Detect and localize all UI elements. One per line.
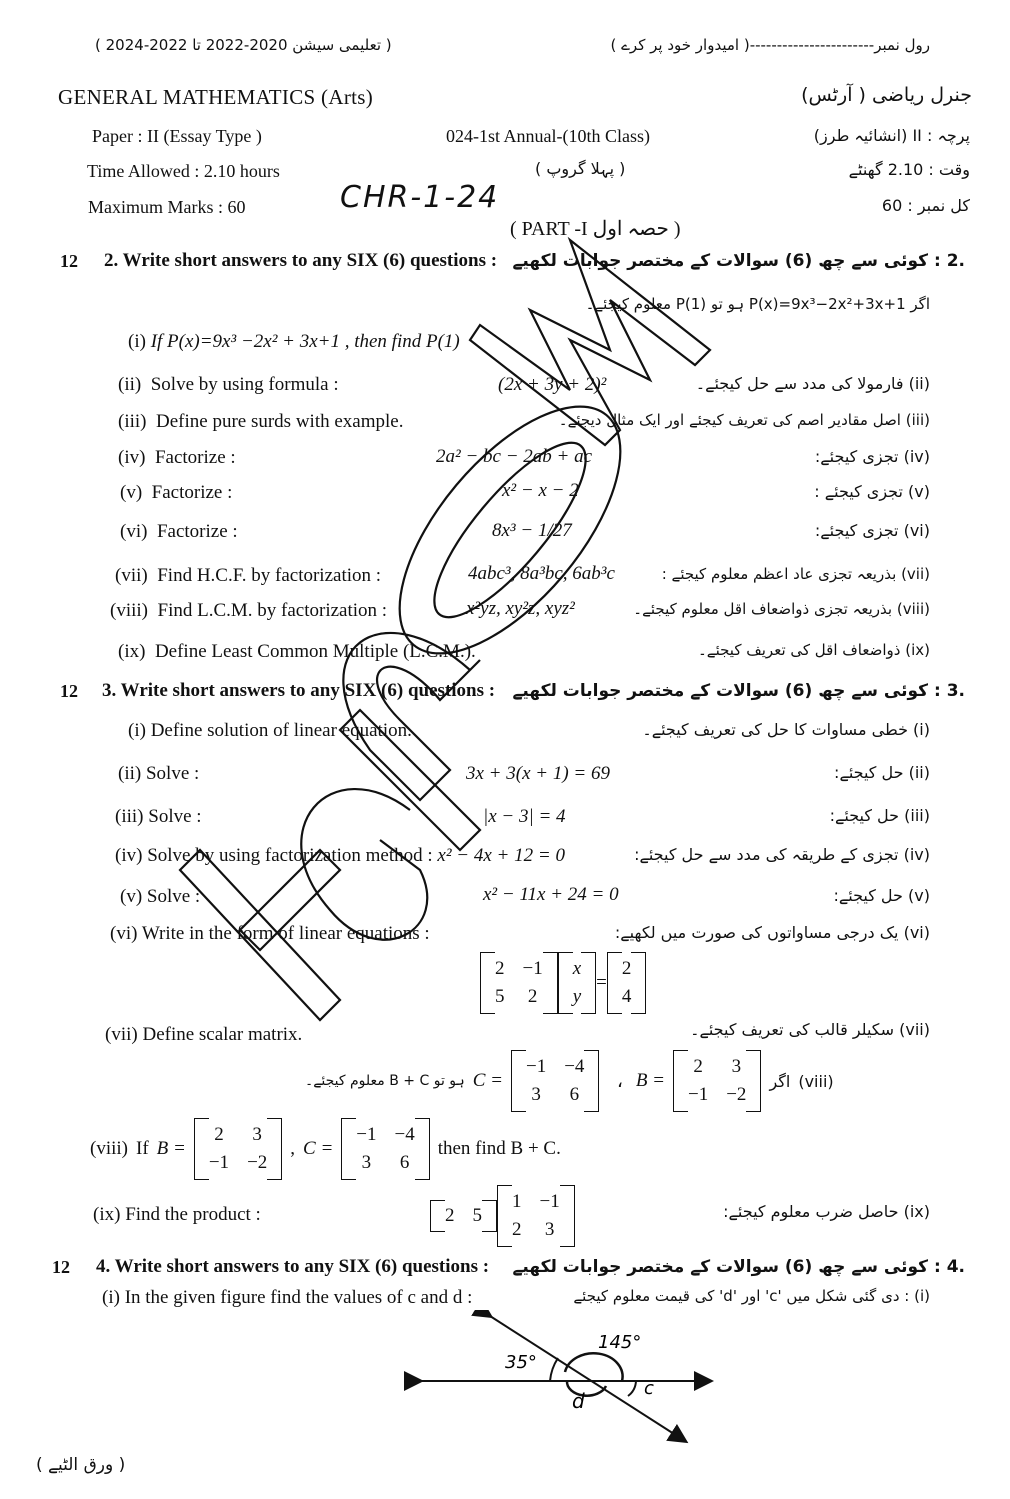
max-marks-ur: کل نمبر : 60 [881,196,970,215]
paper-type-ur: پرچہ : II (انشائیہ طرز) [813,126,970,145]
q2-ii-en: (ii) Solve by using formula : [118,374,339,395]
q2-vi-en: (vi) Factorize : [120,521,238,542]
handwritten-code: CHR-1-24 [340,180,500,215]
q2-i-en: (i) If P(x)=9x³ −2x² + 3x+1 , then find P(1) [128,331,460,352]
matrix-xy: x y [558,952,596,1014]
q4-i-ur: (i) : دی گئی شکل میں 'c' اور 'd' کی قیمت معلوم کیجئے [573,1287,930,1305]
svg-text:35°: 35° [505,1352,537,1373]
q2-iv-expr: 2a² − bc − 2ab + ac [436,446,593,467]
matrix-a: 2 −1 5 2 [480,952,558,1014]
q2-viii-en: (viii) Find L.C.M. by factorization : [110,600,388,621]
q2-heading-ur: .2 : کوئی سے چھ (6) سوالات کے مختصر جوابات لکھیے [512,251,965,271]
q2-vi-ur: (vi) تجزی کیجئے: [814,521,930,540]
q4-i-en: (i) In the given figure find the values of c and d : [102,1287,473,1308]
q2-ix-en: (ix) Define Least Common Multiple (L.C.M.). [118,641,476,662]
q3-ix-product: 2 5 1 −1 2 3 [430,1185,575,1247]
group-label: ( پہلا گروپ ) [535,159,626,178]
session-line: ( تعلیمی سیشن 2020-2022 تا 2022-2024 ) [95,36,392,54]
q2-iv-ur: (iv) تجزی کیجئے: [814,447,930,466]
q3-ii-en: (ii) Solve : [118,763,200,784]
q2-viii-ur: (viii) بذریعہ تجزی ذواضعاف اقل معلوم کیجئے۔ [633,600,930,618]
turn-over-note: ( ورق الٹیے ) [36,1455,126,1475]
svg-text:c: c [644,1378,654,1399]
q2-i-ur: اگر P(x)=9x³−2x²+3x+1 ہو تو P(1) معلوم کیجئے۔ [585,295,930,313]
q4-heading-en: 4. Write short answers to any SIX (6) questions : [96,1256,490,1277]
q3-ii-ur: (ii) حل کیجئے: [834,763,930,782]
q3-viii-en-line: (viii) If B = 2 3 −1 −2 , C = −1 −4 3 6 then find B + C. [90,1118,561,1180]
roll-number-line [611,36,930,54]
q3-vi-matrix-equation: 2 −1 5 2 x y = 2 4 [480,952,646,1014]
q3-vi-ur: (vi) یک درجی مساواتوں کی صورت میں لکھیے: [614,923,930,942]
q2-marks: 12 [60,251,78,271]
time-allowed-ur: وقت : 2.10 گھنٹے [848,160,970,179]
max-marks-en: Maximum Marks : 60 [88,197,246,217]
svg-text:d: d [572,1389,585,1413]
roll-number-field: ----------------------- [749,36,875,54]
q3-vii-ur: (vii) سکیلر قالب کی تعریف کیجئے۔ [690,1020,930,1039]
q3-iv-ur: (iv) تجزی کے طریقہ کی مدد سے حل کیجئے: [634,845,930,864]
q3-v-en: (v) Solve : [120,886,201,907]
q2-ix-ur: (ix) ذواضعاف اقل کی تعریف کیجئے۔ [698,641,930,659]
q3-heading-ur: .3 : کوئی سے چھ (6) سوالات کے مختصر جوابات لکھیے [512,681,965,701]
q2-v-expr: x² − x − 2 [502,480,579,501]
q3-viii-ur-line: ہو تو B + C معلوم کیجئے۔ C = −1 −4 3 6 ، B = 2 3 −1 −2 اگر (viii) [305,1050,834,1112]
q2-v-en: (v) Factorize : [120,482,233,503]
q2-ii-ur: (ii) فارمولا کی مدد سے حل کیجئے۔ [695,374,930,393]
q3-i-ur: (i) خطی مساوات کا حل کی تعریف کیجئے۔ [642,720,930,739]
q3-marks: 12 [60,681,78,701]
q4-marks: 12 [52,1257,70,1277]
q3-ix-en: (ix) Find the product : [93,1204,261,1225]
roll-number-label: رول نمبر [874,36,930,54]
subject-title-en: GENERAL MATHEMATICS (Arts) [58,85,374,109]
q3-i-en: (i) Define solution of linear equation. [128,720,412,741]
subject-title-ur: جنرل ریاضی ( آرٹس) [801,84,972,106]
matrix-rhs: 2 4 [607,952,647,1014]
candidate-fill-note: ( امیدوار خود پر کرے ) [610,36,750,54]
q3-vii-en: (vii) Define scalar matrix. [105,1024,303,1045]
q2-iii-en: (iii) Define pure surds with example. [118,411,404,432]
q2-iv-en: (iv) Factorize : [118,447,236,468]
q2-iii-ur: (iii) اصل مقادیر اصم کی تعریف کیجئے اور ایک مثال دیجئے۔ [558,411,930,429]
svg-text:145°: 145° [598,1332,642,1353]
paper-type-en: Paper : II (Essay Type ) [92,126,262,146]
exam-title: 024-1st Annual-(10th Class) [446,126,650,146]
q2-ii-expr: (2x + 3y + 2)² [498,374,607,395]
part-label: ( PART -I حصہ اول ) [510,218,681,240]
q2-v-ur: (v) تجزی کیجئے : [814,482,930,501]
q3-v-expr: x² − 11x + 24 = 0 [483,884,619,905]
q2-vii-ur: (vii) بذریعہ تجزی عاد اعظم معلوم کیجئے : [661,565,930,583]
q3-ii-expr: 3x + 3(x + 1) = 69 [466,763,610,784]
q3-iv-en: (iv) Solve by using factorization method : x² − 4x + 12 = 0 [115,845,565,866]
q3-v-ur: (v) حل کیجئے: [833,886,930,905]
q2-vii-expr: 4abc³, 8a³bc, 6ab³c [468,563,615,584]
q3-heading-en: 3. Write short answers to any SIX (6) questions : [102,680,496,701]
q2-vi-expr: 8x³ − 1/27 [492,520,572,541]
q3-vi-en: (vi) Write in the form of linear equations : [110,923,430,944]
q3-iii-ur: (iii) حل کیجئے: [829,806,930,825]
angle-figure [400,1310,730,1470]
q2-heading-en: 2. Write short answers to any SIX (6) questions : [104,250,498,271]
q4-heading-ur: .4 : کوئی سے چھ (6) سوالات کے مختصر جوابات لکھیے [512,1257,965,1277]
q3-iii-expr: |x − 3| = 4 [483,806,566,827]
q3-ix-ur: (ix) حاصل ضرب معلوم کیجئے: [723,1202,930,1221]
q2-vii-en: (vii) Find H.C.F. by factorization : [115,565,382,586]
time-allowed-en: Time Allowed : 2.10 hours [87,161,280,181]
q2-viii-expr: x²yz, xy²z, xyz² [466,598,575,619]
q3-iii-en: (iii) Solve : [115,806,202,827]
